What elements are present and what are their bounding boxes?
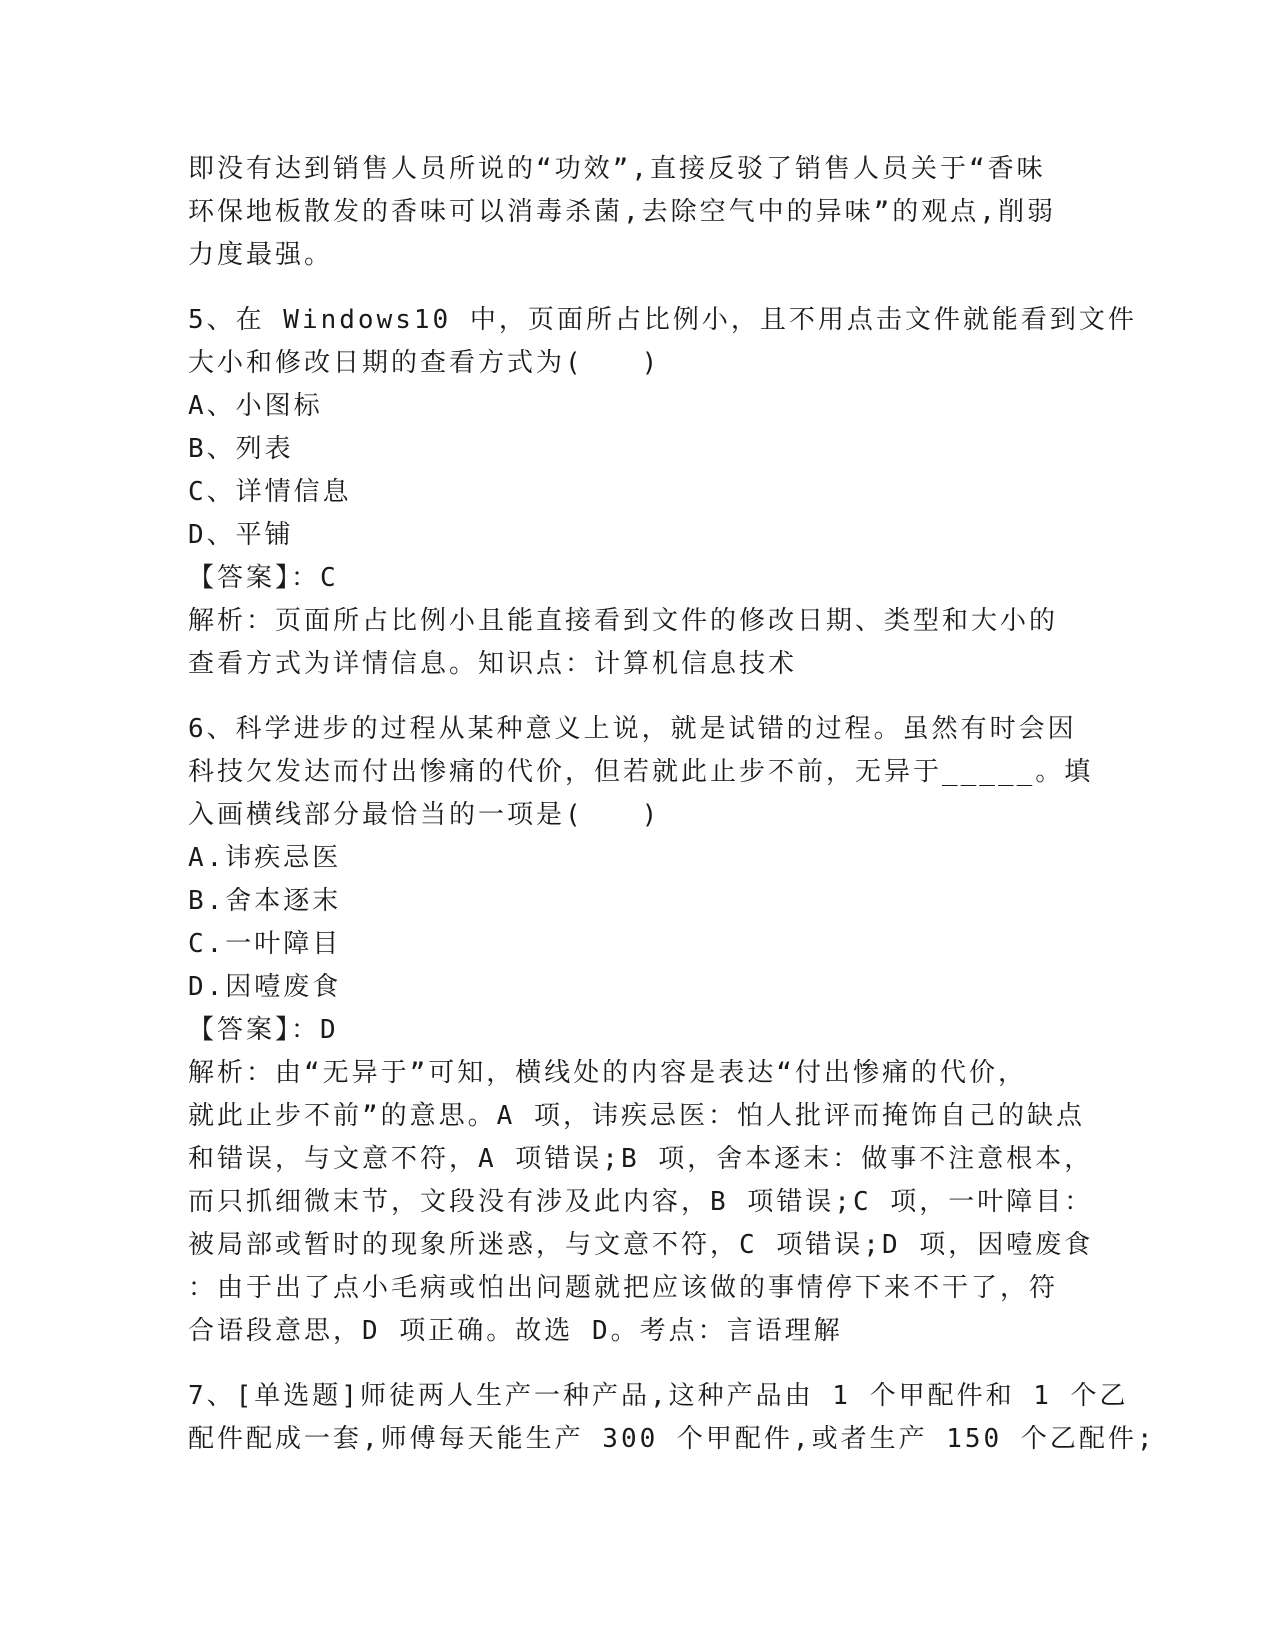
analysis-line: 解析：页面所占比例小且能直接看到文件的修改日期、类型和大小的: [188, 606, 1059, 636]
option-b: B、列表: [188, 434, 294, 464]
question-stem: 6、科学进步的过程从某种意义上说，就是试错的过程。虽然有时会因: [188, 714, 1077, 744]
analysis-line: 合语段意思，D 项正确。故选 D。考点：言语理解: [188, 1316, 843, 1346]
question-7: [188, 1375, 1156, 1461]
analysis-line: 就此止步不前”的意思。A 项，讳疾忌医：怕人批评而掩饰自己的缺点: [188, 1101, 1085, 1131]
option-c: C.一叶障目: [188, 929, 342, 959]
question-5: [188, 299, 1137, 686]
analysis-line: 和错误，与文意不符，A 项错误;B 项，舍本逐末：做事不注意根本，: [188, 1144, 1094, 1174]
text-line: 力度最强。: [188, 240, 334, 270]
question-stem: 入画横线部分最恰当的一项是( ): [188, 800, 661, 830]
question-stem: 7、[单选题]师徒两人生产一种产品,这种产品由 1 个甲配件和 1 个乙: [188, 1381, 1129, 1411]
question-stem: 科技欠发达而付出惨痛的代价，但若就此止步不前，无异于_____。填: [188, 757, 1094, 787]
analysis-line: 而只抓细微末节，文段没有涉及此内容，B 项错误;C 项，一叶障目：: [188, 1187, 1094, 1217]
option-a: A.讳疾忌医: [188, 843, 342, 873]
text-line: 环保地板散发的香味可以消毒杀菌,去除空气中的异味”的观点,削弱: [188, 197, 1056, 227]
question-6: [188, 708, 1094, 1353]
analysis-line: 解析：由“无异于”可知，横线处的内容是表达“付出惨痛的代价，: [188, 1058, 1027, 1088]
question-stem: 配件配成一套,师傅每天能生产 300 个甲配件,或者生产 150 个乙配件;: [188, 1424, 1156, 1454]
answer-line: 【答案】：C: [188, 563, 339, 593]
analysis-line: 查看方式为详情信息。知识点：计算机信息技术: [188, 649, 798, 679]
option-c: C、详情信息: [188, 477, 352, 507]
option-a: A、小图标: [188, 391, 323, 421]
option-b: B.舍本逐末: [188, 886, 342, 916]
text-line: 即没有达到销售人员所说的“功效”,直接反驳了销售人员关于“香味: [188, 154, 1046, 184]
analysis-line: ：由于出了点小毛病或怕出问题就把应该做的事情停下来不干了，符: [188, 1273, 1059, 1303]
answer-line: 【答案】：D: [188, 1015, 339, 1045]
intro-paragraph: [188, 148, 1088, 277]
analysis-line: 被局部或暂时的现象所迷惑，与文意不符，C 项错误;D 项，因噎废食: [188, 1230, 1094, 1260]
option-d: D.因噎废食: [188, 972, 342, 1002]
document-page: [188, 148, 1156, 1461]
question-stem: 大小和修改日期的查看方式为( ): [188, 348, 661, 378]
option-d: D、平铺: [188, 520, 294, 550]
question-stem: 5、在 Windows10 中，页面所占比例小，且不用点击文件就能看到文件: [188, 305, 1137, 335]
